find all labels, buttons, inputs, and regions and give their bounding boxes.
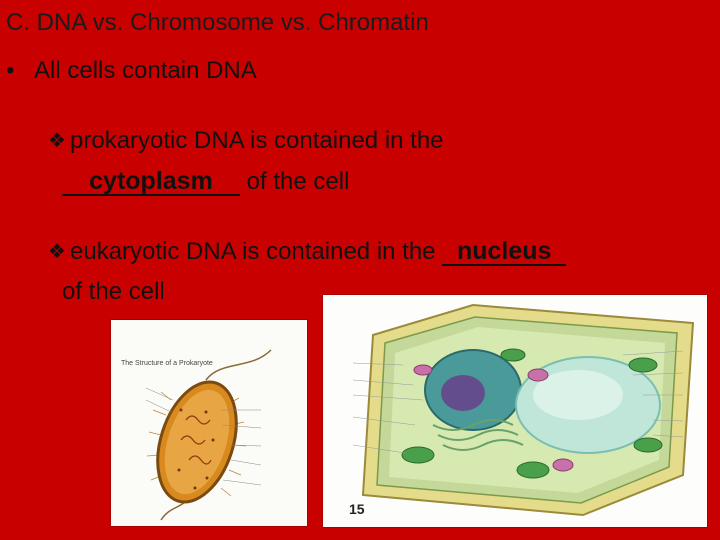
main-bullet-text: All cells contain DNA (34, 57, 257, 84)
cytoplasm-answer: cytoplasm (62, 168, 240, 196)
prokaryotic-line (48, 125, 444, 157)
eukaryotic-after-line (62, 276, 165, 308)
eukaryotic-text: eukaryotic DNA is contained in the (70, 238, 436, 265)
diamond-bullet-icon: ❖ (48, 241, 66, 263)
prokaryote-cell-illustration (111, 320, 307, 526)
prokaryotic-text: prokaryotic DNA is contained in the (70, 127, 444, 154)
prokaryote-diagram-image (110, 319, 308, 527)
prokaryotic-blank-line (62, 166, 349, 198)
plant-cell-illustration (323, 295, 707, 527)
slide-title: C. DNA vs. Chromosome vs. Chromatin (6, 9, 429, 36)
figure-number: 15 (349, 501, 365, 517)
eukaryotic-after-text: of the cell (62, 278, 165, 305)
bullet-dot-icon: • (6, 57, 15, 84)
nucleus-answer: nucleus (442, 238, 566, 266)
prokaryotic-after-text: of the cell (246, 168, 350, 195)
prokaryote-caption: The Structure of a Prokaryote (121, 360, 213, 367)
diamond-bullet-icon: ❖ (48, 130, 66, 152)
eukaryote-diagram-image (322, 294, 708, 528)
eukaryotic-line (48, 236, 566, 268)
main-bullet (6, 56, 257, 86)
